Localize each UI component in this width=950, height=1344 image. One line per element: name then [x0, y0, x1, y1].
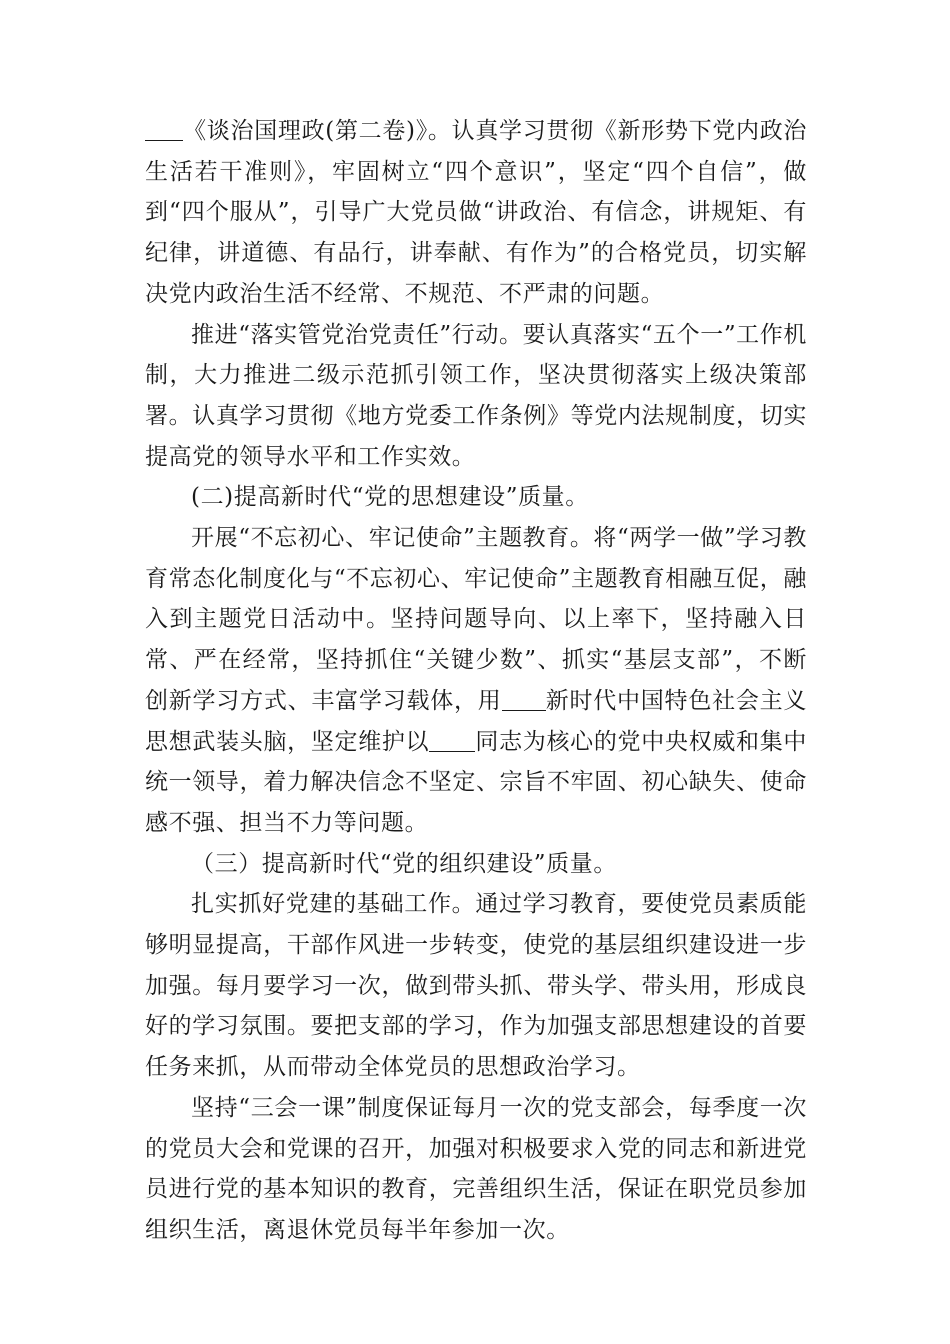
fill-in-blank [145, 117, 183, 141]
paragraph-continuation [145, 111, 807, 315]
paragraph-text: 推进“落实管党治党责任”行动。要认真落实“五个一”工作机制，大力推进二级示范抓引领工作，坚决贯彻落实上级决策部署。认真学习贯彻《地方党委工作条例》等党内法规制度，切实提高党的领导水平和工作实效。 [145, 321, 807, 470]
paragraph-text: 开展“不忘初心、牢记使命”主题教育。将“两学一做”学习教育常态化制度化与“不忘初心、牢记使命”主题教育相融互促，融入到主题党日活动中。坚持问题导向、以上率下，坚持融入日常、严在经常，坚持抓住“关键少数”、抓实“基层支部”，不断创新学习方式、丰富学习载体，用 [145, 525, 807, 714]
paragraph-text: 《谈治国理政(第二卷)》。认真学习贯彻《新形势下党内政治生活若干准则》，牢固树立“四个意识”，坚定“四个自信”，做到“四个服从”，引导广大党员做“讲政治、有信念，讲规矩、有纪律，讲道德、有品行，讲奉献、有作为”的合格党员，切实解决党内政治生活不经常、不规范、不严肃的问题。 [145, 118, 807, 307]
heading-text: （三）提高新时代“党的组织建设”质量。 [191, 850, 617, 877]
paragraph-text: 坚持“三会一课”制度保证每月一次的党支部会，每季度一次的党员大会和党课的召开，加强对积极要求入党的同志和新进党员进行党的基本知识的教育，完善组织生活，保证在职党员参加组织生活，离退休党员每半年参加一次。 [145, 1094, 807, 1243]
paragraph-text: 同志为核心的党中央权威和集中统一领导，着力解决信念不坚定、宗旨不牢固、初心缺失、使命感不强、担当不力等问题。 [145, 728, 807, 836]
fill-in-blank [429, 728, 475, 752]
paragraph-accountability [145, 315, 807, 478]
section-heading-2 [145, 477, 807, 518]
paragraph-basic-work [145, 884, 807, 1088]
section-heading-3 [145, 844, 807, 885]
fill-in-blank [502, 687, 546, 711]
paragraph-text: 新时代中国特色社会主义思想武装头脑，坚定维护以 [145, 687, 808, 755]
document-page [145, 111, 807, 1251]
paragraph-theme-education [145, 518, 807, 844]
heading-text: (二)提高新时代“党的思想建设”质量。 [191, 484, 589, 511]
paragraph-three-meetings [145, 1088, 807, 1251]
paragraph-text: 扎实抓好党建的基础工作。通过学习教育，要使党员素质能够明显提高，干部作风进一步转变，使党的基层组织建设进一步加强。每月要学习一次，做到带头抓、带头学、带头用，形成良好的学习氛围。要把支部的学习，作为加强支部思想建设的首要任务来抓，从而带动全体党员的思想政治学习。 [145, 891, 807, 1081]
